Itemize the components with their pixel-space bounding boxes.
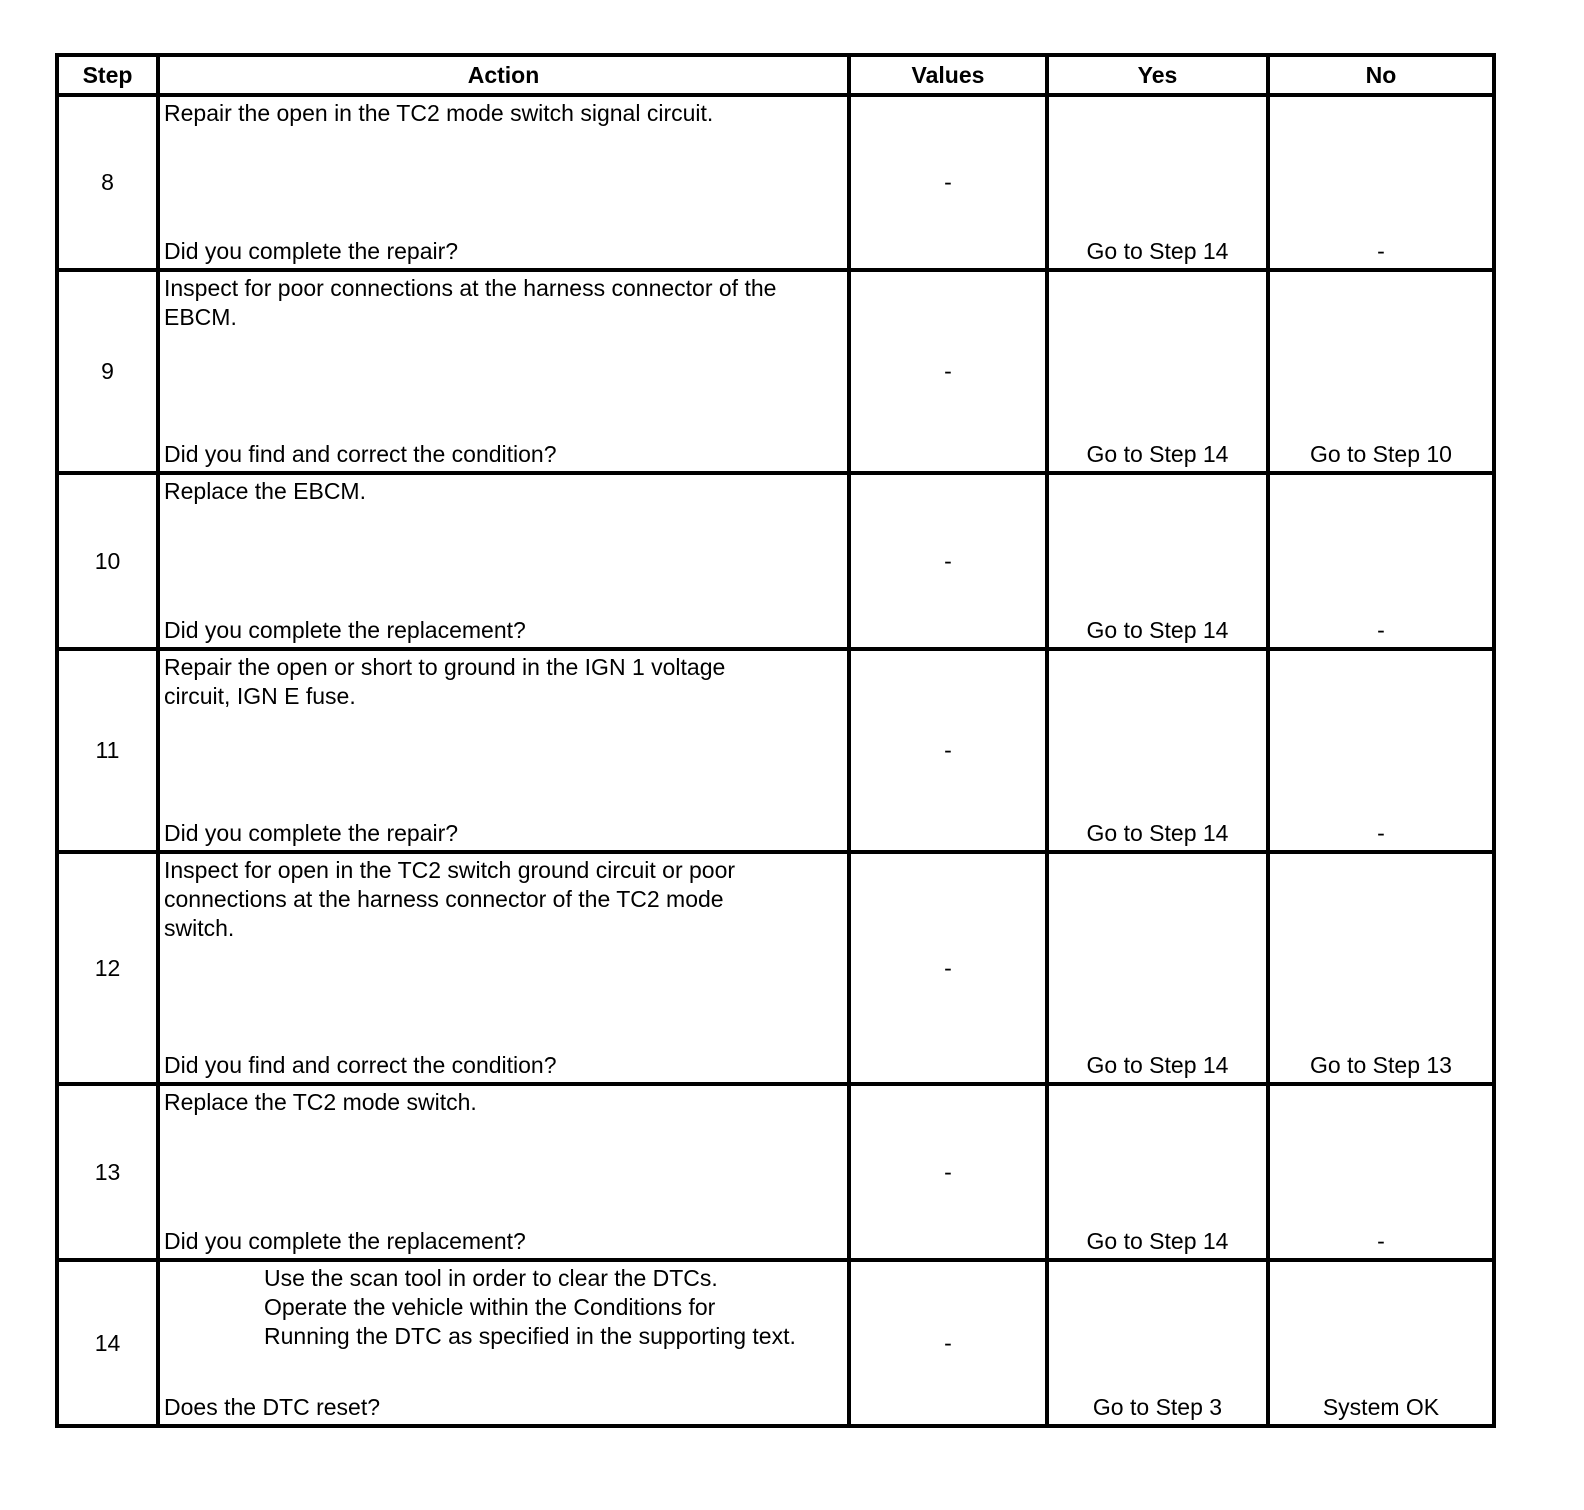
yes-result: Go to Step 14 — [1086, 617, 1229, 643]
yes-cell — [1047, 649, 1268, 852]
values-cell: - — [849, 95, 1047, 270]
yes-result: Go to Step 14 — [1086, 1228, 1229, 1254]
action-question: Did you complete the repair? — [164, 238, 459, 264]
header-step: Step — [57, 55, 158, 95]
no-cell — [1268, 1260, 1494, 1426]
action-line: Operate the vehicle within the Conditions for — [264, 1294, 716, 1320]
no-cell — [1268, 852, 1494, 1084]
no-cell — [1268, 95, 1494, 270]
values-cell: - — [849, 852, 1047, 1084]
action-line: Running the DTC as specified in the supporting text. — [264, 1323, 796, 1349]
action-line: Inspect for poor connections at the harness connector of the — [164, 275, 777, 301]
header-values: Values — [849, 55, 1047, 95]
yes-result: Go to Step 14 — [1086, 820, 1229, 846]
yes-cell — [1047, 1260, 1268, 1426]
yes-result: Go to Step 14 — [1086, 1052, 1229, 1078]
values-cell: - — [849, 270, 1047, 473]
table-row — [57, 852, 1494, 1084]
action-line: Repair the open or short to ground in the IGN 1 voltage — [164, 654, 726, 680]
action-cell — [158, 473, 849, 649]
header-yes: Yes — [1047, 55, 1268, 95]
action-cell — [158, 649, 849, 852]
table-row — [57, 270, 1494, 473]
no-result: Go to Step 13 — [1310, 1052, 1452, 1078]
no-result: Go to Step 10 — [1310, 441, 1452, 467]
yes-cell — [1047, 95, 1268, 270]
step-number: 10 — [57, 473, 158, 649]
action-cell — [158, 852, 849, 1084]
diagnostic-table — [55, 53, 1496, 1428]
values-cell: - — [849, 649, 1047, 852]
action-question: Did you complete the replacement? — [164, 1228, 526, 1254]
step-number: 9 — [57, 270, 158, 473]
values-cell: - — [849, 1084, 1047, 1260]
action-text — [164, 99, 841, 128]
header-no: No — [1268, 55, 1494, 95]
action-question: Did you find and correct the condition? — [164, 1052, 557, 1078]
table-row — [57, 95, 1494, 270]
action-question: Did you complete the replacement? — [164, 617, 526, 643]
action-line: Replace the EBCM. — [164, 478, 366, 504]
values-cell: - — [849, 1260, 1047, 1426]
table-row — [57, 1260, 1494, 1426]
action-question: Did you complete the repair? — [164, 820, 459, 846]
action-line: Use the scan tool in order to clear the DTCs. — [264, 1265, 718, 1291]
action-text — [164, 1088, 841, 1117]
action-text — [164, 477, 841, 506]
values-cell: - — [849, 473, 1047, 649]
yes-result: Go to Step 14 — [1086, 238, 1229, 264]
header-action: Action — [158, 55, 849, 95]
step-number: 13 — [57, 1084, 158, 1260]
no-cell — [1268, 649, 1494, 852]
step-number: 14 — [57, 1260, 158, 1426]
action-cell — [158, 1260, 849, 1426]
no-result: - — [1377, 1228, 1385, 1254]
action-line: Inspect for open in the TC2 switch ground circuit or poor — [164, 857, 736, 883]
action-cell — [158, 270, 849, 473]
action-cell — [158, 1084, 849, 1260]
step-number: 12 — [57, 852, 158, 1084]
action-cell — [158, 95, 849, 270]
action-text — [264, 1264, 841, 1351]
yes-cell — [1047, 1084, 1268, 1260]
no-result: - — [1377, 238, 1385, 264]
header-row — [57, 55, 1494, 95]
action-line: connections at the harness connector of the TC2 mode — [164, 886, 724, 912]
action-line: circuit, IGN E fuse. — [164, 683, 356, 709]
action-line: switch. — [164, 915, 235, 941]
yes-result: Go to Step 3 — [1092, 1394, 1223, 1420]
no-result: - — [1377, 617, 1385, 643]
no-result: System OK — [1322, 1394, 1440, 1420]
action-line: Repair the open in the TC2 mode switch signal circuit. — [164, 100, 714, 126]
action-question: Did you find and correct the condition? — [164, 441, 557, 467]
step-number: 11 — [57, 649, 158, 852]
action-text — [164, 653, 841, 711]
no-cell — [1268, 1084, 1494, 1260]
yes-cell — [1047, 473, 1268, 649]
no-result: - — [1377, 820, 1385, 846]
yes-cell — [1047, 270, 1268, 473]
no-cell — [1268, 270, 1494, 473]
no-cell — [1268, 473, 1494, 649]
action-text — [164, 274, 841, 332]
step-number: 8 — [57, 95, 158, 270]
yes-result: Go to Step 14 — [1086, 441, 1229, 467]
table-row — [57, 1084, 1494, 1260]
yes-cell — [1047, 852, 1268, 1084]
action-line: EBCM. — [164, 304, 237, 330]
table-row — [57, 649, 1494, 852]
action-text — [164, 856, 841, 943]
table-row — [57, 473, 1494, 649]
action-line: Replace the TC2 mode switch. — [164, 1089, 477, 1115]
action-question: Does the DTC reset? — [164, 1394, 381, 1420]
